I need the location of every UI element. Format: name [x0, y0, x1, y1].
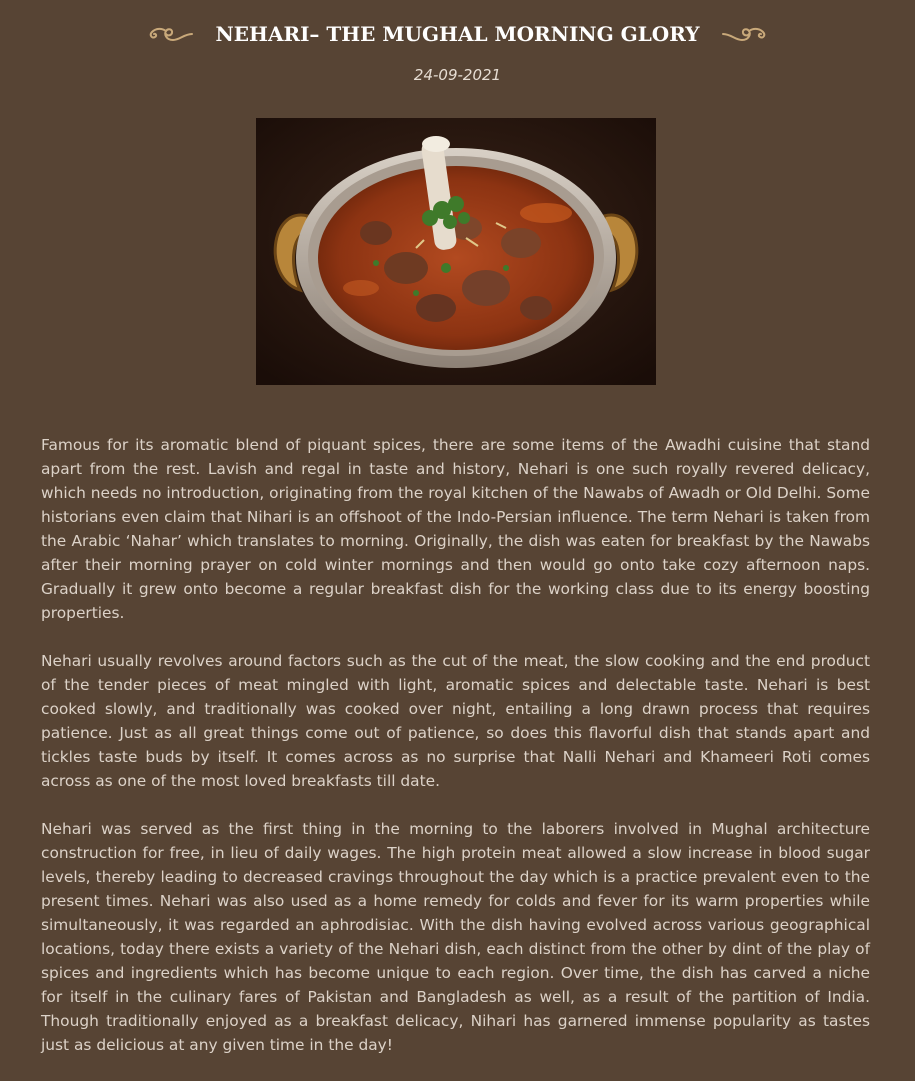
article-header: [0, 16, 915, 52]
article-date: 24-09-2021: [413, 66, 502, 84]
article-paragraph: Famous for its aromatic blend of piquant spices, there are some items of the Awadhi cuisine that stand apart from the rest. Lavish and regal in taste and history, Nehari is one such royally revered delicacy, which needs no introduction, originating from the royal kitchen of the Nawabs of Awadh or Old Delhi. Some historians even claim that Nihari is an offshoot of the Indo-Persian influence. The term Nehari is taken from the Arabic ‘Nahar’ which translates to morning. Originally, the dish was eaten for breakfast by the Nawabs after their morning prayer on cold winter mornings and then would go onto take cozy afternoon naps. Gradually it grew onto become a regular breakfast dish for the working class due to its energy boosting properties.: [41, 436, 870, 622]
dish-photo: [256, 118, 656, 385]
flourish-right-icon: [721, 22, 769, 46]
page-title: NEHARI– THE MUGHAL MORNING GLORY: [215, 22, 700, 46]
article-paragraph: Nehari usually revolves around factors such as the cut of the meat, the slow cooking and the end product of the tender pieces of meat mingled with light, aromatic spices and delectable taste. Nehari is best cooked slowly, and traditionally was cooked over night, entailing a long drawn process that requires patience. Just as all great things come out of patience, so does this flavorful dish that stands apart and tickles taste buds by itself. It comes across as no surprise that Nalli Nehari and Khameeri Roti comes across as one of the most loved breakfasts till date.: [41, 652, 870, 790]
article-body: [41, 433, 870, 1081]
flourish-left-icon: [146, 22, 194, 46]
article-paragraph: Nehari was served as the first thing in the morning to the laborers involved in Mughal architecture construction for free, in lieu of daily wages. The high protein meat allowed a slow increase in blood sugar levels, thereby leading to decreased cravings throughout the day which is a practice prevalent even to the present times. Nehari was also used as a home remedy for colds and fever for its warm properties while simultaneously, it was regarded an aphrodisiac. With the dish having evolved across various geographical locations, today there exists a variety of the Nehari dish, each distinct from the other by dint of the play of spices and ingredients which has become unique to each region. Over time, the dish has carved a niche for itself in the culinary fares of Pakistan and Bangladesh as well, as a result of the partition of India. Though traditionally enjoyed as a breakfast delicacy, Nihari has garnered immense popularity as tastes just as delicious at any given time in the day!: [41, 820, 870, 1054]
